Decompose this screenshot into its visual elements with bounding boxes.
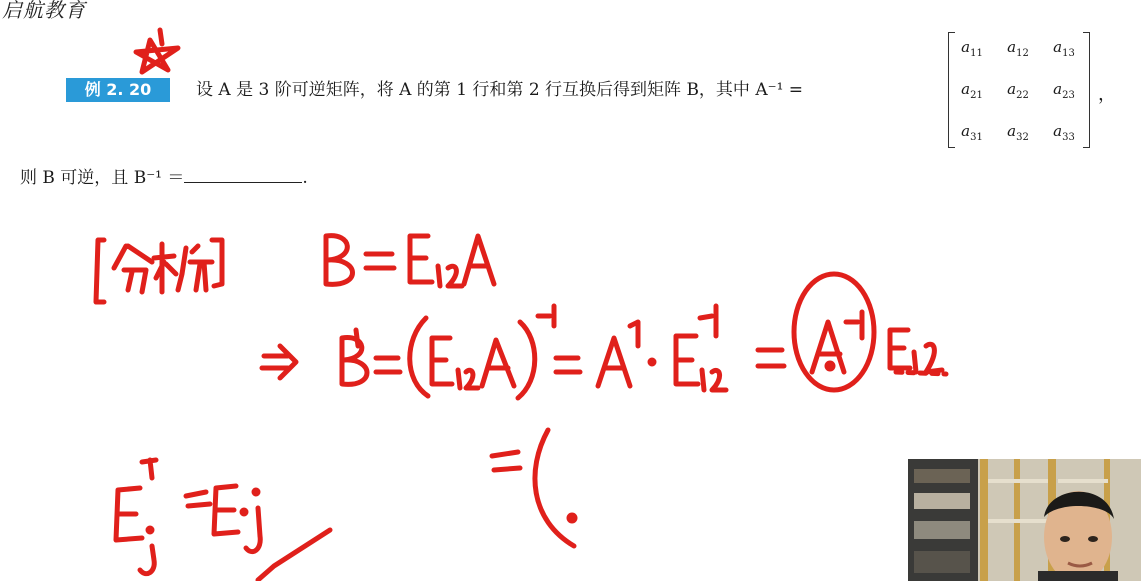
matrix-cell: $a_{33}$ bbox=[1053, 122, 1075, 143]
instructor-webcam bbox=[908, 459, 1141, 581]
star-doodle-icon bbox=[136, 30, 178, 72]
matrix-cell: $a_{31}$ bbox=[961, 122, 983, 143]
matrix-cell: $a_{13}$ bbox=[1053, 38, 1075, 59]
eq3-ink bbox=[116, 460, 330, 580]
eq1-ink bbox=[326, 236, 494, 286]
question-text: 则 B 可逆，且 B⁻¹ ＝ bbox=[20, 168, 185, 188]
example-badge: 例 2. 20 bbox=[66, 78, 170, 102]
matrix-cell: $a_{32}$ bbox=[1007, 122, 1029, 143]
eq4-ink bbox=[492, 430, 575, 546]
question-period: . bbox=[302, 168, 308, 188]
matrix-cell: $a_{21}$ bbox=[961, 80, 983, 101]
matrix-cell: $a_{12}$ bbox=[1007, 38, 1029, 59]
matrix-cell: $a_{23}$ bbox=[1053, 80, 1075, 101]
trailing-comma: ， bbox=[1098, 84, 1116, 105]
eq2-ink bbox=[262, 274, 946, 398]
problem-statement: 设 A 是 3 阶可逆矩阵，将 A 的第 1 行和第 2 行互换后得到矩阵 B，其中 A⁻¹ = bbox=[196, 80, 804, 100]
analysis-label-ink bbox=[96, 240, 222, 302]
brand-logo: 启航教育 bbox=[2, 0, 86, 22]
webcam-image bbox=[908, 459, 1141, 581]
matrix-cell: $a_{22}$ bbox=[1007, 80, 1029, 101]
matrix-cell: $a_{11}$ bbox=[961, 38, 983, 59]
